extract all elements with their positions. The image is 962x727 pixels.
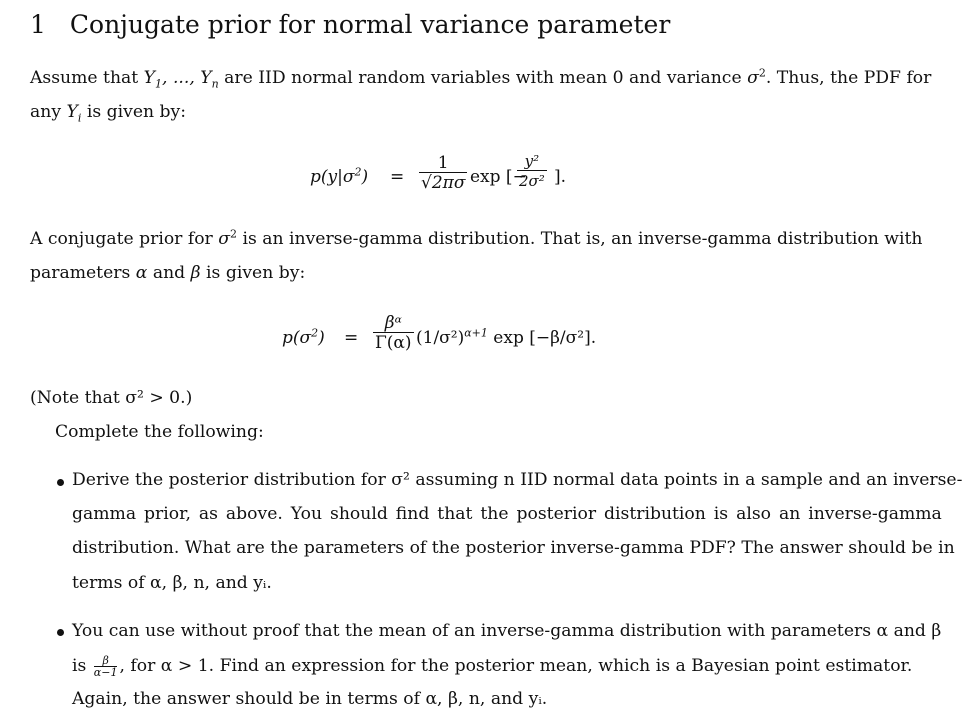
- bullet-2-line-2: is $\frac{\beta}{\alpha-1}$ , for α > 1. Find an expression for the posterior mean, which is a Bayesian point estimator.: [72, 654, 913, 679]
- section-title: Conjugate prior for normal variance parameter: [69, 10, 671, 39]
- section-heading: [30, 10, 670, 39]
- bullet-1-line-2: gamma prior, as above. You should find that the posterior distribution is also an inverse-gamma: [72, 504, 942, 524]
- eq1-fraction: $\frac{1}{√2\pi\sigma}$: [421, 153, 466, 193]
- prior-line-1: A conjugate prior for $\sigma^2$ is an inverse-gamma distribution. That is, an inverse-gamma distribution with: [30, 227, 923, 249]
- bullet-2-line-1: You can use without proof that the mean of an inverse-gamma distribution with parameters α and β: [72, 621, 942, 641]
- bullet-dot-1: [57, 479, 64, 486]
- y-sequence: $Y_1$, ..., $Y_n$: [143, 68, 219, 91]
- note-text: (Note that σ² > 0.): [30, 388, 193, 408]
- bullet-1-line-3: distribution. What are the parameters of the posterior inverse-gamma PDF? The answer should be in: [72, 538, 955, 558]
- mean-fraction: $\frac{\beta}{\alpha-1}$: [93, 654, 118, 679]
- prior-line-2: parameters α and β is given by:: [30, 263, 306, 283]
- bullet-dot-2: [57, 629, 64, 636]
- section-number: 1: [30, 10, 46, 39]
- eq2-fraction: $\frac{\text{βᵅ}}{\Gamma(\alpha)}$: [375, 313, 412, 353]
- complete-text: Complete the following:: [55, 422, 264, 442]
- bullet-1-line-4: terms of α, β, n, and yᵢ.: [72, 573, 272, 593]
- bullet-2-line-3: Again, the answer should be in terms of α, β, n, and yᵢ.: [72, 689, 548, 709]
- bullet-1-line-1: Derive the posterior distribution for σ² assuming n IID normal data points in a sample and an inverse-: [72, 470, 962, 490]
- intro-line-1: Assume that $Y_1$, ..., $Y_n$ are IID normal random variables with mean 0 and variance $\sigma^2$. Thus, the PDF for: [30, 66, 932, 91]
- intro-line-2: any $Y_i$ is given by:: [30, 102, 187, 125]
